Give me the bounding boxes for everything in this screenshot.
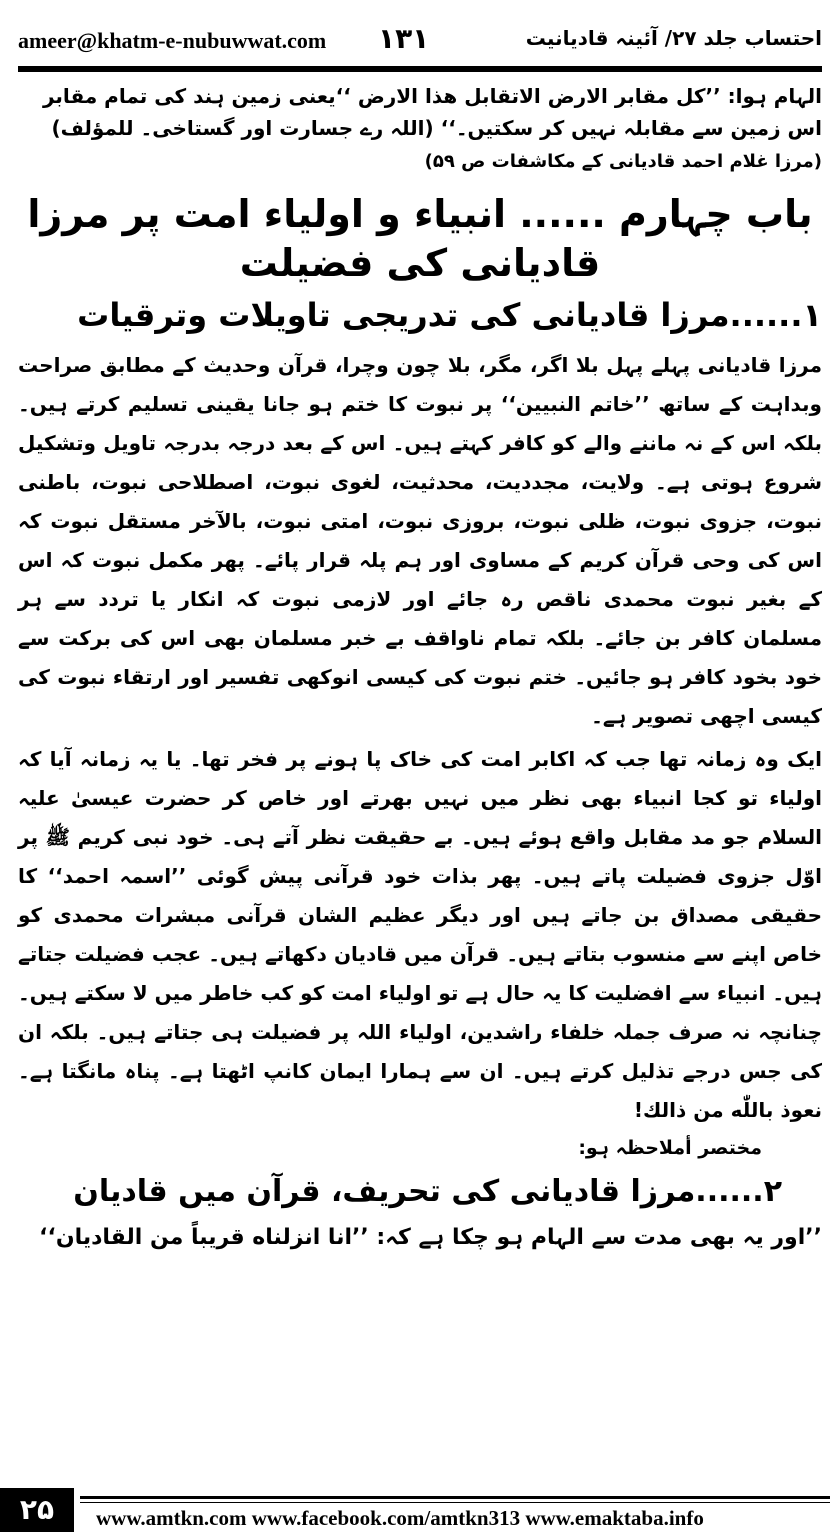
ilham-quote: الہام ہوا: ’’کل مقابر الارض الاتقابل هذا الارض ‘‘یعنی زمین ہند کی تمام مقابر اس زمین سے مقابلہ نہیں کر سکتیں۔‘‘ (اللہ رے جسارت اور گستاخی۔ للمؤلف) <box>42 84 822 140</box>
header-page-number: ۱۳۱ <box>378 22 430 55</box>
mukhtasar-note: مختصر أملاحظہ ہو: <box>578 1137 762 1160</box>
page-footer <box>0 1488 840 1540</box>
paragraph-1: مرزا قادیانی پہلے پہل بلا اگر، مگر، بلا چون وچرا، قرآن وحدیث کے مطابق صراحت وبداہت کے ساتھ ’’خاتم النبیین‘‘ پر نبوت کا ختم ہو جانا یقینی تسلیم کرتے ہیں۔ بلکہ اس کے نہ ماننے والے کو کافر کہتے ہیں۔ اس کے بعد درجہ بدرجہ تاویل وتشکیل شروع ہوتی ہے۔ ولایت، مجددیت، محدثیت، لغوی نبوت، اصطلاحی نبوت، باطنی نبوت، جزوی نبوت، ظلی نبوت، بروزی نبوت، امتی نبوت، بالآخر مستقل نبوت کہ اس کی وحی قرآن کریم کے مساوی اور ہم پلہ قرار پائے۔ پھر مکمل نبوت کہ اس کے بغیر نبوت محمدی ناقص رہ جائے اور لازمی نبوت کہ انکار یا تردد سے ہر مسلمان کافر بن جائے۔ بلکہ تمام ناواقف بے خبر مسلمان بھی اس کی برکت سے خود بخود کافر ہو جائیں۔ ختم نبوت کی کیسی انوکھی تفسیر اور ارتقاء نبوت کی کیسی اچھی تصویر ہے۔ <box>18 353 822 729</box>
footer-rule-thin <box>80 1502 830 1503</box>
ilham-reference: (مرزا غلام احمد قادیانی کے مکاشفات ص ۵۹) <box>424 151 822 172</box>
ilham-last-line: ’’اور یہ بھی مدت سے الہام ہو چکا ہے کہ: ’’انا انزلناه قريباً من القاديان‘‘ <box>39 1224 822 1250</box>
header-email[interactable]: ameer@khatm-e-nubuwwat.com <box>18 28 327 53</box>
footer-urls[interactable]: www.amtkn.com www.facebook.com/amtkn313 www.emaktaba.info <box>96 1506 704 1530</box>
running-head: احتساب جلد ۲۷/ آئینہ قادیانیت <box>525 26 822 50</box>
chapter-heading: باب چہارم ...... انبیاء و اولیاء امت پر مرزا قادیانی کی فضیلت <box>27 191 813 286</box>
footer-rule-thick <box>80 1496 830 1499</box>
header-rule <box>18 66 822 72</box>
page-header <box>18 22 822 62</box>
section-2-heading: ۲......مرزا قادیانی کی تحریف، قرآن میں قادیان <box>73 1173 782 1209</box>
paragraph-2: ایک وہ زمانہ تھا جب کہ اکابر امت کی خاک پا ہونے پر فخر تھا۔ یا یہ زمانہ آیا کہ اولیاء تو کجا انبیاء بھی نظر میں نہیں بھرتے اور خاص کر حضرت عیسیٰ علیہ السلام جو مد مقابل واقع ہوئے ہیں۔ بے حقیقت نظر آتے ہی۔ خود نبی کریم ﷺ پر اوّل جزوی فضیلت پاتے ہیں۔ پھر بذات خود قرآنی پیش گوئی ’’اسمہ احمد‘‘ کا حقیقی مصداق بن جاتے ہیں اور دیگر عظیم الشان قرآنی مبشرات محمدی کو خاص اپنے سے منسوب بتاتے ہیں۔ قرآن میں قادیان دکھاتے ہیں۔ عجب فضیلت جتاتے ہیں۔ انبیاء سے افضلیت کا یہ حال ہے تو اولیاء امت کو کب خاطر میں لا سکتے ہیں۔ چنانچہ نہ صرف جملہ خلفاء راشدین، اولیاء اللہ پر فضیلت ہی جتاتے ہیں۔ بلکہ ان کی جس درجے تذلیل کرتے ہیں۔ ان سے ہمارا ایمان کانپ اٹھتا ہے۔ پناہ مانگتا ہے۔ نعوذ باللّٰه من ذالك! <box>18 747 822 1123</box>
page-body <box>18 80 822 1259</box>
footer-page-number: ۲۵ <box>0 1488 74 1532</box>
section-1-heading: ۱......مرزا قادیانی کی تدریجی تاویلات وترقیات <box>77 295 822 334</box>
